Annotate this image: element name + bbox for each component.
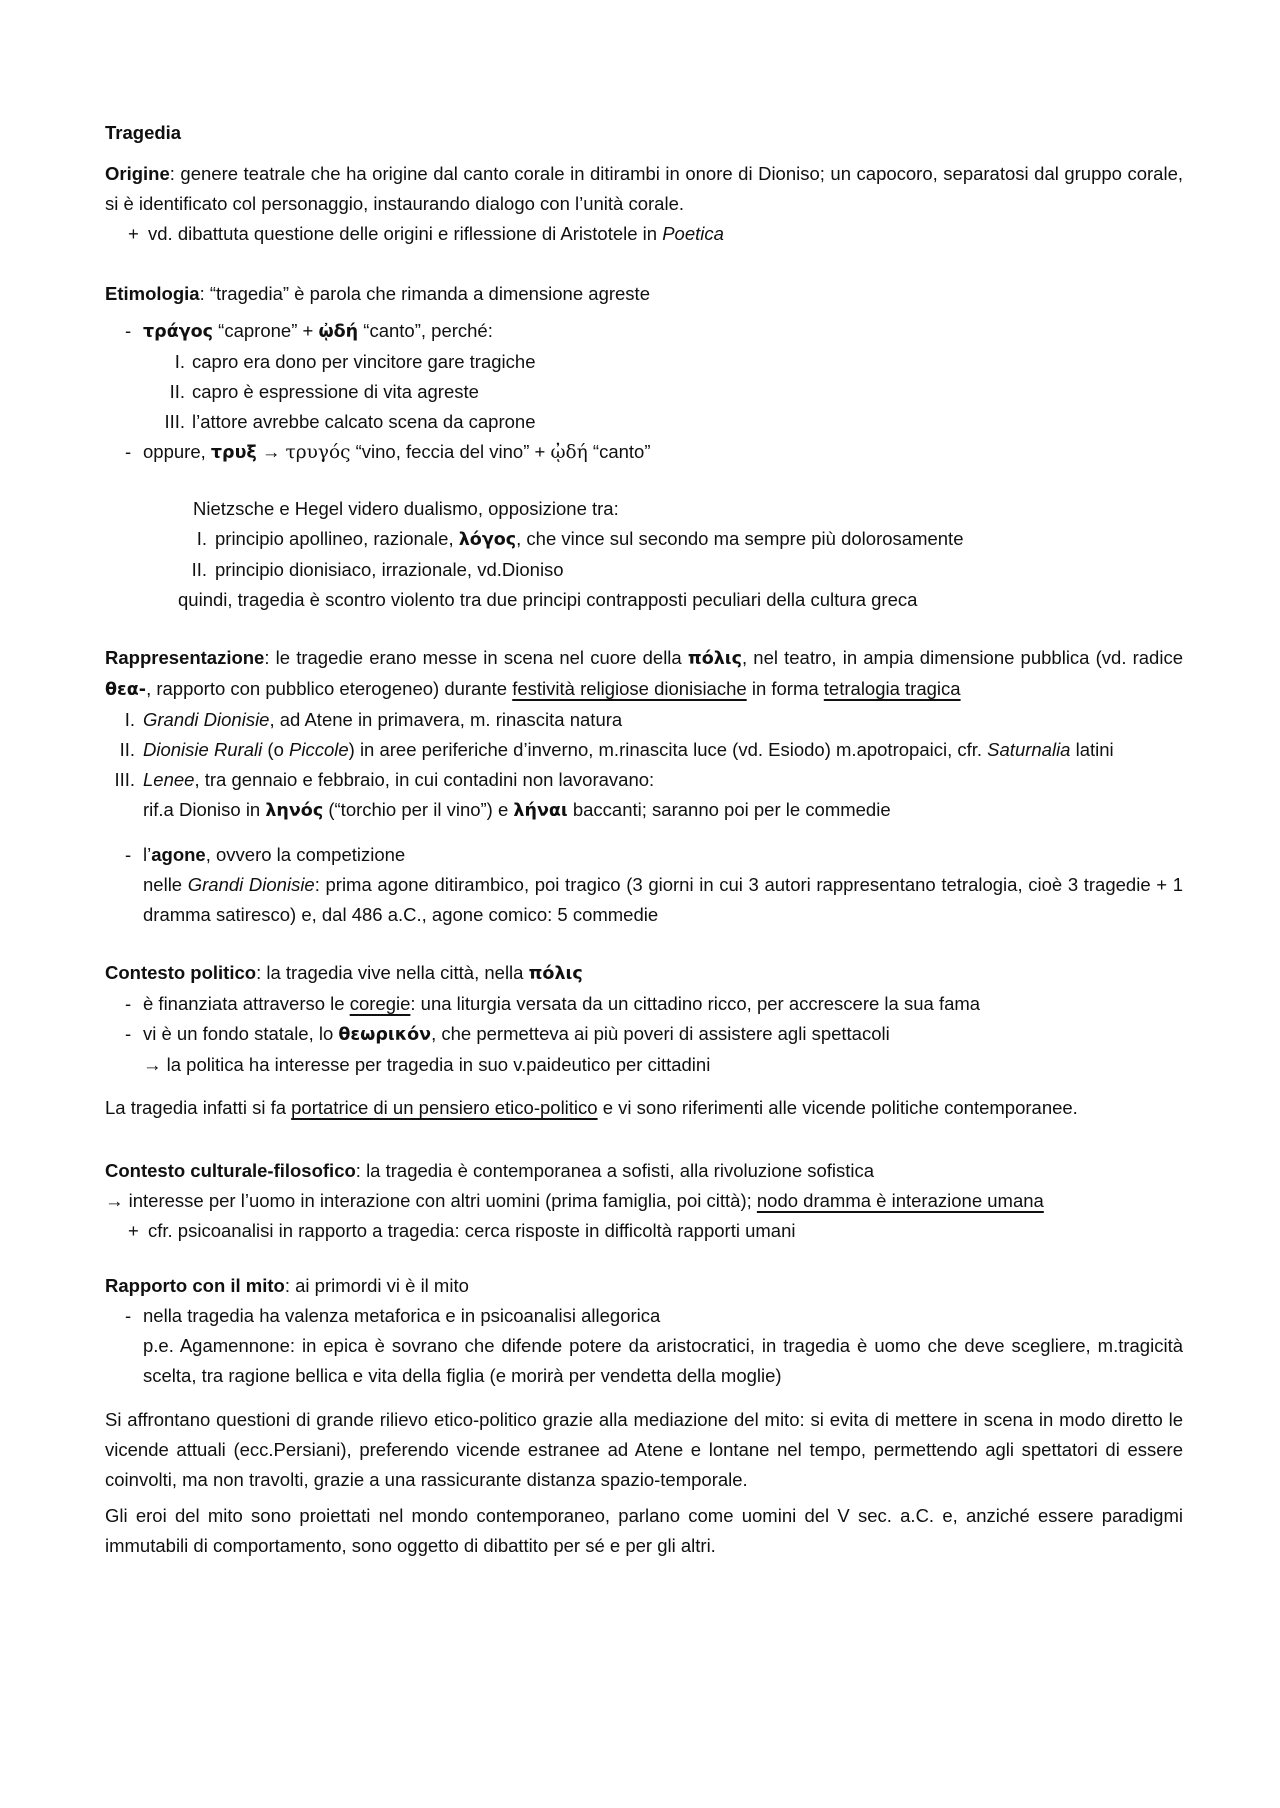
item-grandi-dionisie (105, 705, 1183, 735)
text-run: nella tragedia ha valenza metaforica e in psicoanalisi allegorica (143, 1305, 661, 1326)
paragraph-text (105, 122, 181, 143)
text-run: Grandi Dionisie (143, 709, 270, 730)
list-marker: II. (169, 381, 185, 402)
paragraph-text (143, 769, 654, 790)
spacer (105, 468, 1183, 494)
text-run: Saturnalia (987, 739, 1071, 760)
text-run: λήναι (513, 801, 568, 821)
text-run: ᾠδή (318, 322, 359, 342)
list-marker: - (125, 320, 132, 341)
para-origine (105, 159, 1183, 219)
heading-etimologia (105, 279, 1183, 309)
paragraph-text (178, 589, 917, 610)
text-run: in forma (746, 678, 824, 699)
text-run: , rapporto con pubblico eterogeneo) durante (146, 678, 513, 699)
item-attore-caprone (105, 407, 1183, 437)
list-marker: II. (119, 739, 135, 760)
text-run: oppure, (143, 441, 211, 462)
item-coregie (105, 989, 1183, 1019)
paragraph-text (105, 283, 650, 304)
text-run: θεωρικόν (338, 1025, 432, 1045)
text-run: è finanziata attraverso le (143, 993, 350, 1014)
heading-rapporto-mito (105, 1271, 1183, 1301)
text-run: ) in aree periferiche d’inverno, m.rinascita luce (vd. Esiodo) m.apotropaici, cfr. (348, 739, 988, 760)
text-run: Etimologia (105, 283, 200, 304)
list-marker: III. (114, 769, 135, 790)
text-run: : ai primordi vi è il mito (284, 1275, 469, 1296)
text-run: La tragedia infatti si fa (105, 1097, 292, 1118)
list-marker: + (128, 1220, 139, 1241)
paragraph-text (143, 1335, 1183, 1386)
item-lenee (105, 765, 1183, 795)
text-run: τρυξ (210, 443, 257, 463)
text-run: (“torchio per il vino”) e (323, 799, 514, 820)
text-run: Contesto politico (105, 962, 257, 983)
item-principio-dionisiaco (105, 555, 1183, 585)
paragraph-text (143, 739, 1114, 760)
text-run: capro è espressione di vita agreste (192, 381, 479, 402)
text-run: nelle (143, 874, 188, 895)
spacer (105, 615, 1183, 643)
paragraph-text (192, 411, 536, 432)
para-arrow-interesse (105, 1186, 1183, 1216)
spacer (105, 826, 1183, 840)
list-marker: + (128, 223, 139, 244)
text-run: πόλις (687, 649, 742, 669)
spacer (105, 309, 1183, 316)
text-run: , ovvero la competizione (205, 844, 406, 865)
text-run: : “tragedia” è parola che rimanda a dimensione agreste (199, 283, 650, 304)
paragraph-text (215, 528, 963, 549)
text-run: θεα- (105, 680, 147, 700)
text-run: festività religiose dionisiache (512, 678, 747, 699)
paragraph-text (105, 1190, 1044, 1211)
list-marker: I. (196, 528, 207, 549)
text-run: nodo dramma è interazione umana (756, 1190, 1044, 1211)
item-oppure-tryx (105, 437, 1183, 468)
para-agamennone (105, 1331, 1183, 1391)
spacer (105, 1391, 1183, 1405)
text-run: λόγος (458, 530, 517, 550)
heading-contesto-politico (105, 958, 1183, 989)
document-body (105, 118, 1183, 1561)
spacer (105, 930, 1183, 958)
para-arrow-politica (105, 1050, 1183, 1080)
item-principio-apollineo (105, 524, 1183, 555)
item-agone (105, 840, 1183, 870)
paragraph-text (143, 1305, 660, 1326)
text-run: : una liturgia versata da un cittadino ricco, per accrescere la sua fama (410, 993, 981, 1014)
text-run: rif.a Dioniso in (143, 799, 266, 820)
para-gli-eroi (105, 1501, 1183, 1561)
text-run: : le tragedie erano messe in scena nel cuore della (264, 647, 688, 668)
paragraph-text (143, 1054, 710, 1075)
spacer (105, 1080, 1183, 1093)
para-la-tragedia (105, 1093, 1183, 1123)
paragraph-text (143, 709, 622, 730)
list-marker: II. (191, 559, 207, 580)
text-run: , nel teatro, in ampia dimensione pubblica (vd. radice (742, 647, 1183, 668)
text-run: vi è un fondo statale, lo (143, 1023, 339, 1044)
text-run: Origine (105, 163, 170, 184)
paragraph-text (143, 1023, 890, 1044)
spacer (105, 148, 1183, 159)
list-marker: - (125, 441, 132, 462)
text-run: vd. dibattuta questione delle origini e riflessione di Aristotele in (148, 223, 663, 244)
heading-contesto-culturale (105, 1156, 1183, 1186)
text-run: , che vince sul secondo ma sempre più dolorosamente (516, 528, 964, 549)
text-run: cfr. psicoanalisi in rapporto a tragedia: cerca risposte in difficoltà rapporti umani (148, 1220, 796, 1241)
list-marker: III. (164, 411, 185, 432)
paragraph-text (148, 1220, 796, 1241)
text-run: portatrice di un pensiero etico-politico (291, 1097, 598, 1118)
paragraph-text (105, 962, 583, 983)
text-run: tetralogia tragica (823, 678, 961, 699)
text-run: baccanti; saranno poi per le commedie (567, 799, 891, 820)
text-run: τράγος (143, 322, 214, 342)
text-run: Gli eroi del mito sono proiettati nel mondo contemporaneo, parlano come uomini del V sec. a.C. e, anziché essere paradigmi immutabili di comportamento, sono oggetto di dibattito per sé e per gli altri. (105, 1505, 1183, 1556)
spacer (105, 1246, 1183, 1271)
page-title (105, 118, 1183, 148)
paragraph-text (148, 223, 724, 244)
paragraph-text (105, 1505, 1183, 1556)
text-run: quindi, tragedia è scontro violento tra due principi contrapposti peculiari della cultura greca (178, 589, 918, 610)
text-run: coregie (349, 993, 411, 1014)
text-run: Grandi Dionisie (187, 874, 315, 895)
text-run: Si affrontano questioni di grande rilievo etico-politico grazie alla mediazione del mito: si evita di mettere in scena in modo diretto le vicende attuali (ecc.Persiani), preferendo vicende estranee ad Atene e lontane nel tempo, permettendo agli spettatori di essere coinvolti, ma non travolti, grazie a una rassicurante distanza spazio-temporale. (105, 1409, 1183, 1490)
paragraph-text (143, 320, 493, 341)
item-capro-espressione (105, 377, 1183, 407)
item-theorikon (105, 1019, 1183, 1050)
para-rappresentazione (105, 643, 1183, 705)
list-marker: - (125, 1305, 132, 1326)
text-run: principio apollineo, razionale, (215, 528, 459, 549)
text-run: Piccole (289, 739, 349, 760)
text-run: ᾠδή (550, 442, 588, 463)
paragraph-text (105, 1160, 874, 1181)
para-si-affrontano (105, 1405, 1183, 1495)
item-vd-poetica (105, 219, 1183, 249)
text-run: “caprone” + (213, 320, 319, 341)
paragraph-text (143, 799, 891, 820)
text-run: l’ (143, 844, 152, 865)
text-run: : genere teatrale che ha origine dal canto corale in ditirambi in onore di Dioniso; un capocoro, separatosi dal gruppo corale, si è identificato col personaggio, instaurando dialogo con l’unità corale. (105, 163, 1183, 214)
text-run: τρυγός (285, 442, 351, 463)
paragraph-text (192, 381, 479, 402)
item-valenza-metaforica (105, 1301, 1183, 1331)
text-run: “canto”, perché: (358, 320, 493, 341)
para-quindi-scontro (105, 585, 1183, 615)
text-run: Rapporto con il mito (105, 1275, 285, 1296)
item-capro-dono (105, 347, 1183, 377)
paragraph-text (193, 498, 619, 519)
text-run: “canto” (587, 441, 651, 462)
list-marker: I. (174, 351, 185, 372)
text-run: → la politica ha interesse per tragedia in suo v.paideutico per cittadini (143, 1054, 711, 1075)
para-nietzsche-hegel (105, 494, 1183, 524)
text-run: πόλις (528, 964, 583, 984)
item-cfr-psicoanalisi (105, 1216, 1183, 1246)
paragraph-text (105, 647, 1183, 699)
spacer (105, 249, 1183, 279)
text-run: , che permetteva ai più poveri di assistere agli spettacoli (431, 1023, 890, 1044)
paragraph-text (143, 844, 405, 865)
item-dionisie-rurali (105, 735, 1183, 765)
text-run: p.e. Agamennone: in epica è sovrano che difende potere da aristocratici, in tragedia è uomo che deve scegliere, m.tragicità scelta, tra ragione bellica e vita della figlia (e morirà per vendetta della moglie) (143, 1335, 1183, 1386)
text-run: Dionisie Rurali (143, 739, 263, 760)
text-run: : prima agone ditirambico, poi tragico (3 giorni in cui 3 autori rappresentano tetralogia, cioè 3 tragedie + 1 dramma satiresco) e, dal 486 a.C., agone comico: 5 commedie (143, 874, 1183, 925)
paragraph-text (143, 441, 650, 462)
text-run: e vi sono riferimenti alle vicende politiche contemporanee. (597, 1097, 1078, 1118)
paragraph-text (105, 1275, 469, 1296)
paragraph-text (192, 351, 535, 372)
text-run: Rappresentazione (105, 647, 265, 668)
paragraph-text (143, 993, 980, 1014)
text-run: capro era dono per vincitore gare tragiche (192, 351, 536, 372)
text-run: (o (262, 739, 289, 760)
para-rif-dioniso (105, 795, 1183, 826)
text-run: Tragedia (105, 122, 182, 143)
list-marker: - (125, 844, 132, 865)
text-run: , tra gennaio e febbraio, in cui contadini non lavoravano: (194, 769, 655, 790)
spacer (105, 1123, 1183, 1156)
text-run: l’attore avrebbe calcato scena da caprone (192, 411, 536, 432)
item-tragos-ode (105, 316, 1183, 347)
text-run: Contesto culturale-filosofico (105, 1160, 356, 1181)
text-run: → (256, 441, 286, 462)
paragraph-text (105, 1097, 1078, 1118)
list-marker: - (125, 1023, 132, 1044)
paragraph-text (105, 163, 1183, 214)
text-run: latini (1070, 739, 1114, 760)
text-run: “vino, feccia del vino” + (350, 441, 551, 462)
text-run: → interesse per l’uomo in interazione con altri uomini (prima famiglia, poi città); (105, 1190, 757, 1211)
paragraph-text (143, 874, 1183, 925)
list-marker: - (125, 993, 132, 1014)
para-nelle-grandi-dionisie (105, 870, 1183, 930)
text-run: : la tragedia è contemporanea a sofisti, alla rivoluzione sofistica (355, 1160, 875, 1181)
paragraph-text (105, 1409, 1183, 1490)
text-run: principio dionisiaco, irrazionale, vd.Dioniso (215, 559, 564, 580)
text-run: : la tragedia vive nella città, nella (256, 962, 529, 983)
text-run: , ad Atene in primavera, m. rinascita natura (269, 709, 623, 730)
text-run: Lenee (143, 769, 195, 790)
paragraph-text (215, 559, 564, 580)
text-run: Nietzsche e Hegel videro dualismo, opposizione tra: (193, 498, 619, 519)
text-run: agone (151, 844, 206, 865)
list-marker: I. (124, 709, 135, 730)
text-run: ληνός (265, 801, 324, 821)
text-run: Poetica (662, 223, 724, 244)
